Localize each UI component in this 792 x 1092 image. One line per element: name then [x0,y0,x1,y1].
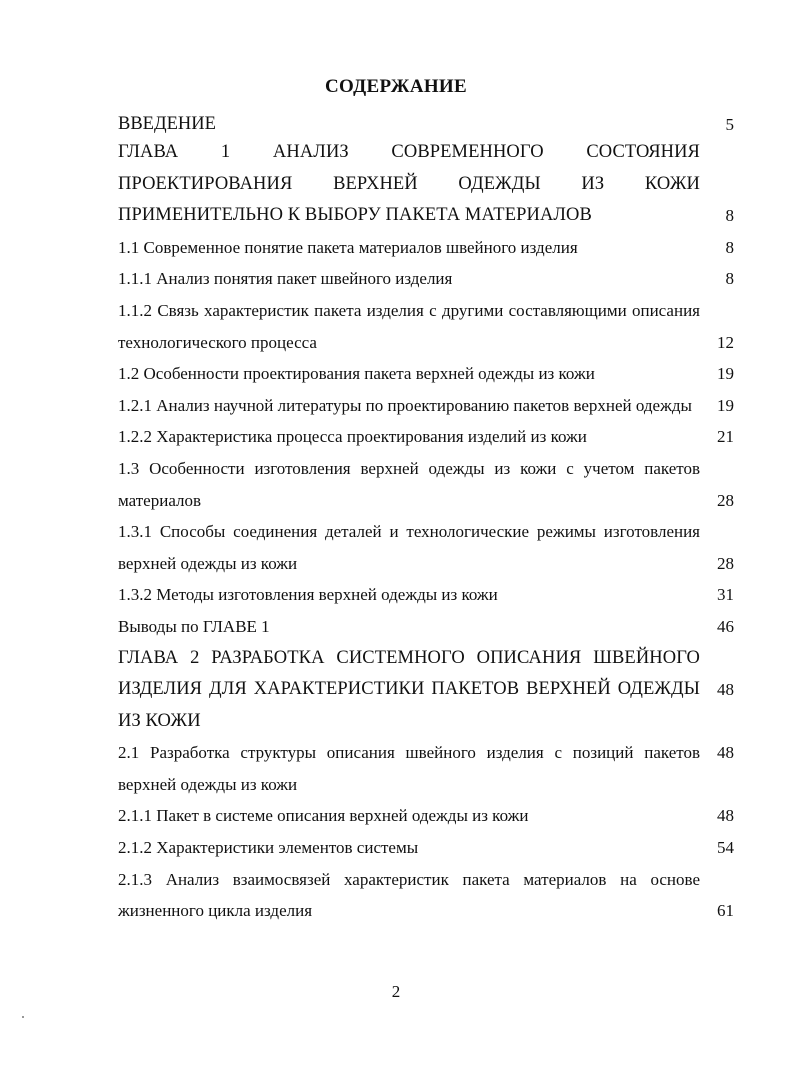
toc-entry-text: 1.1.2 Связь характеристик пакета изделия с другими составляющими описания технологического процесса [118,300,700,352]
toc-entry [118,579,734,611]
toc-entry [118,421,734,453]
toc-entry [118,864,734,927]
toc-entry-page: 48 [717,743,734,763]
toc-entry-text: 2.1.2 Характеристики элементов системы [118,838,419,858]
toc-entry-text: Выводы по ГЛАВЕ 1 [118,616,270,636]
toc-entry-page: 5 [725,115,734,134]
toc-title: СОДЕРЖАНИЕ [325,76,467,97]
toc-entry [118,295,734,358]
toc-entry-page: 12 [717,332,734,352]
toc-entry-text: 1.3.2 Методы изготовления верхней одежды из кожи [118,585,498,605]
toc-entry-text: 2.1 Разработка структуры описания швейного изделия с позиций пакетов верхней одежды из кожи [118,743,700,794]
toc-entry-page: 28 [717,490,734,510]
toc-entry [118,263,734,295]
toc-entry-page: 8 [725,269,734,289]
toc-entry-page: 8 [725,206,734,226]
toc-entry-text: 1.3.1 Способы соединения деталей и технологические режимы изготовления верхней одежды из кожи [118,522,700,573]
toc-entry-page: 19 [717,364,734,384]
toc-entry-page: 8 [725,237,734,257]
toc-entry-page: 21 [717,427,734,447]
scan-speck [22,1016,24,1018]
toc-entry-text: 1.1.1 Анализ понятия пакет швейного изделия [118,269,453,289]
table-of-contents [118,112,734,927]
toc-entry [118,800,734,832]
toc-entry-text: 1.2 Особенности проектирования пакета верхней одежды из кожи [118,364,595,384]
toc-entry [118,390,734,422]
toc-entry [118,516,734,579]
toc-entry-text: ГЛАВА 2 РАЗРАБОТКА СИСТЕМНОГО ОПИСАНИЯ ШВЕЙНОГО ИЗДЕЛИЯ ДЛЯ ХАРАКТЕРИСТИКИ ПАКЕТОВ ВЕРХНЕЙ ОДЕЖДЫ ИЗ КОЖИ [118,647,700,731]
toc-entry [118,611,734,643]
toc-entry-text: 1.2.2 Характеристика процесса проектирования изделий из кожи [118,427,587,447]
toc-entry-text: 2.1.3 Анализ взаимосвязей характеристик пакета материалов на основе жизненного цикла изделия [118,869,700,921]
toc-entry-text: ГЛАВА 1 АНАЛИЗ СОВРЕМЕННОГО СОСТОЯНИЯ ПРОЕКТИРОВАНИЯ ВЕРХНЕЙ ОДЕЖДЫ ИЗ КОЖИ ПРИМЕНИТЕЛЬНО К ВЫБОРУ ПАКЕТА МАТЕРИАЛОВ [118,142,700,226]
toc-entry [118,358,734,390]
toc-entry-page: 19 [717,395,734,415]
toc-entry-page: 31 [717,585,734,605]
page-number: 2 [391,982,401,1001]
toc-entry [118,737,734,800]
toc-entry-text: 1.1 Современное понятие пакета материалов швейного изделия [118,237,578,257]
toc-entry-page: 28 [717,553,734,573]
toc-entry-page: 61 [717,901,734,921]
toc-entry [118,453,734,516]
toc-entry-page: 48 [717,806,734,826]
toc-entry [118,112,734,137]
toc-entry-chapter [118,137,734,232]
toc-entry-text: 1.3 Особенности изготовления верхней одежды из кожи с учетом пакетов материалов [118,458,700,510]
toc-entry-text: ВВЕДЕНИЕ [118,114,216,134]
toc-entry-page: 48 [717,680,734,700]
toc-entry [118,232,734,264]
toc-entry-text: 2.1.1 Пакет в системе описания верхней одежды из кожи [118,806,529,826]
toc-entry-page: 54 [717,838,734,858]
toc-entry-chapter [118,643,734,738]
toc-entry [118,832,734,864]
toc-entry-text: 1.2.1 Анализ научной литературы по проектированию пакетов верхней одежды [118,395,692,415]
toc-entry-page: 46 [717,616,734,636]
